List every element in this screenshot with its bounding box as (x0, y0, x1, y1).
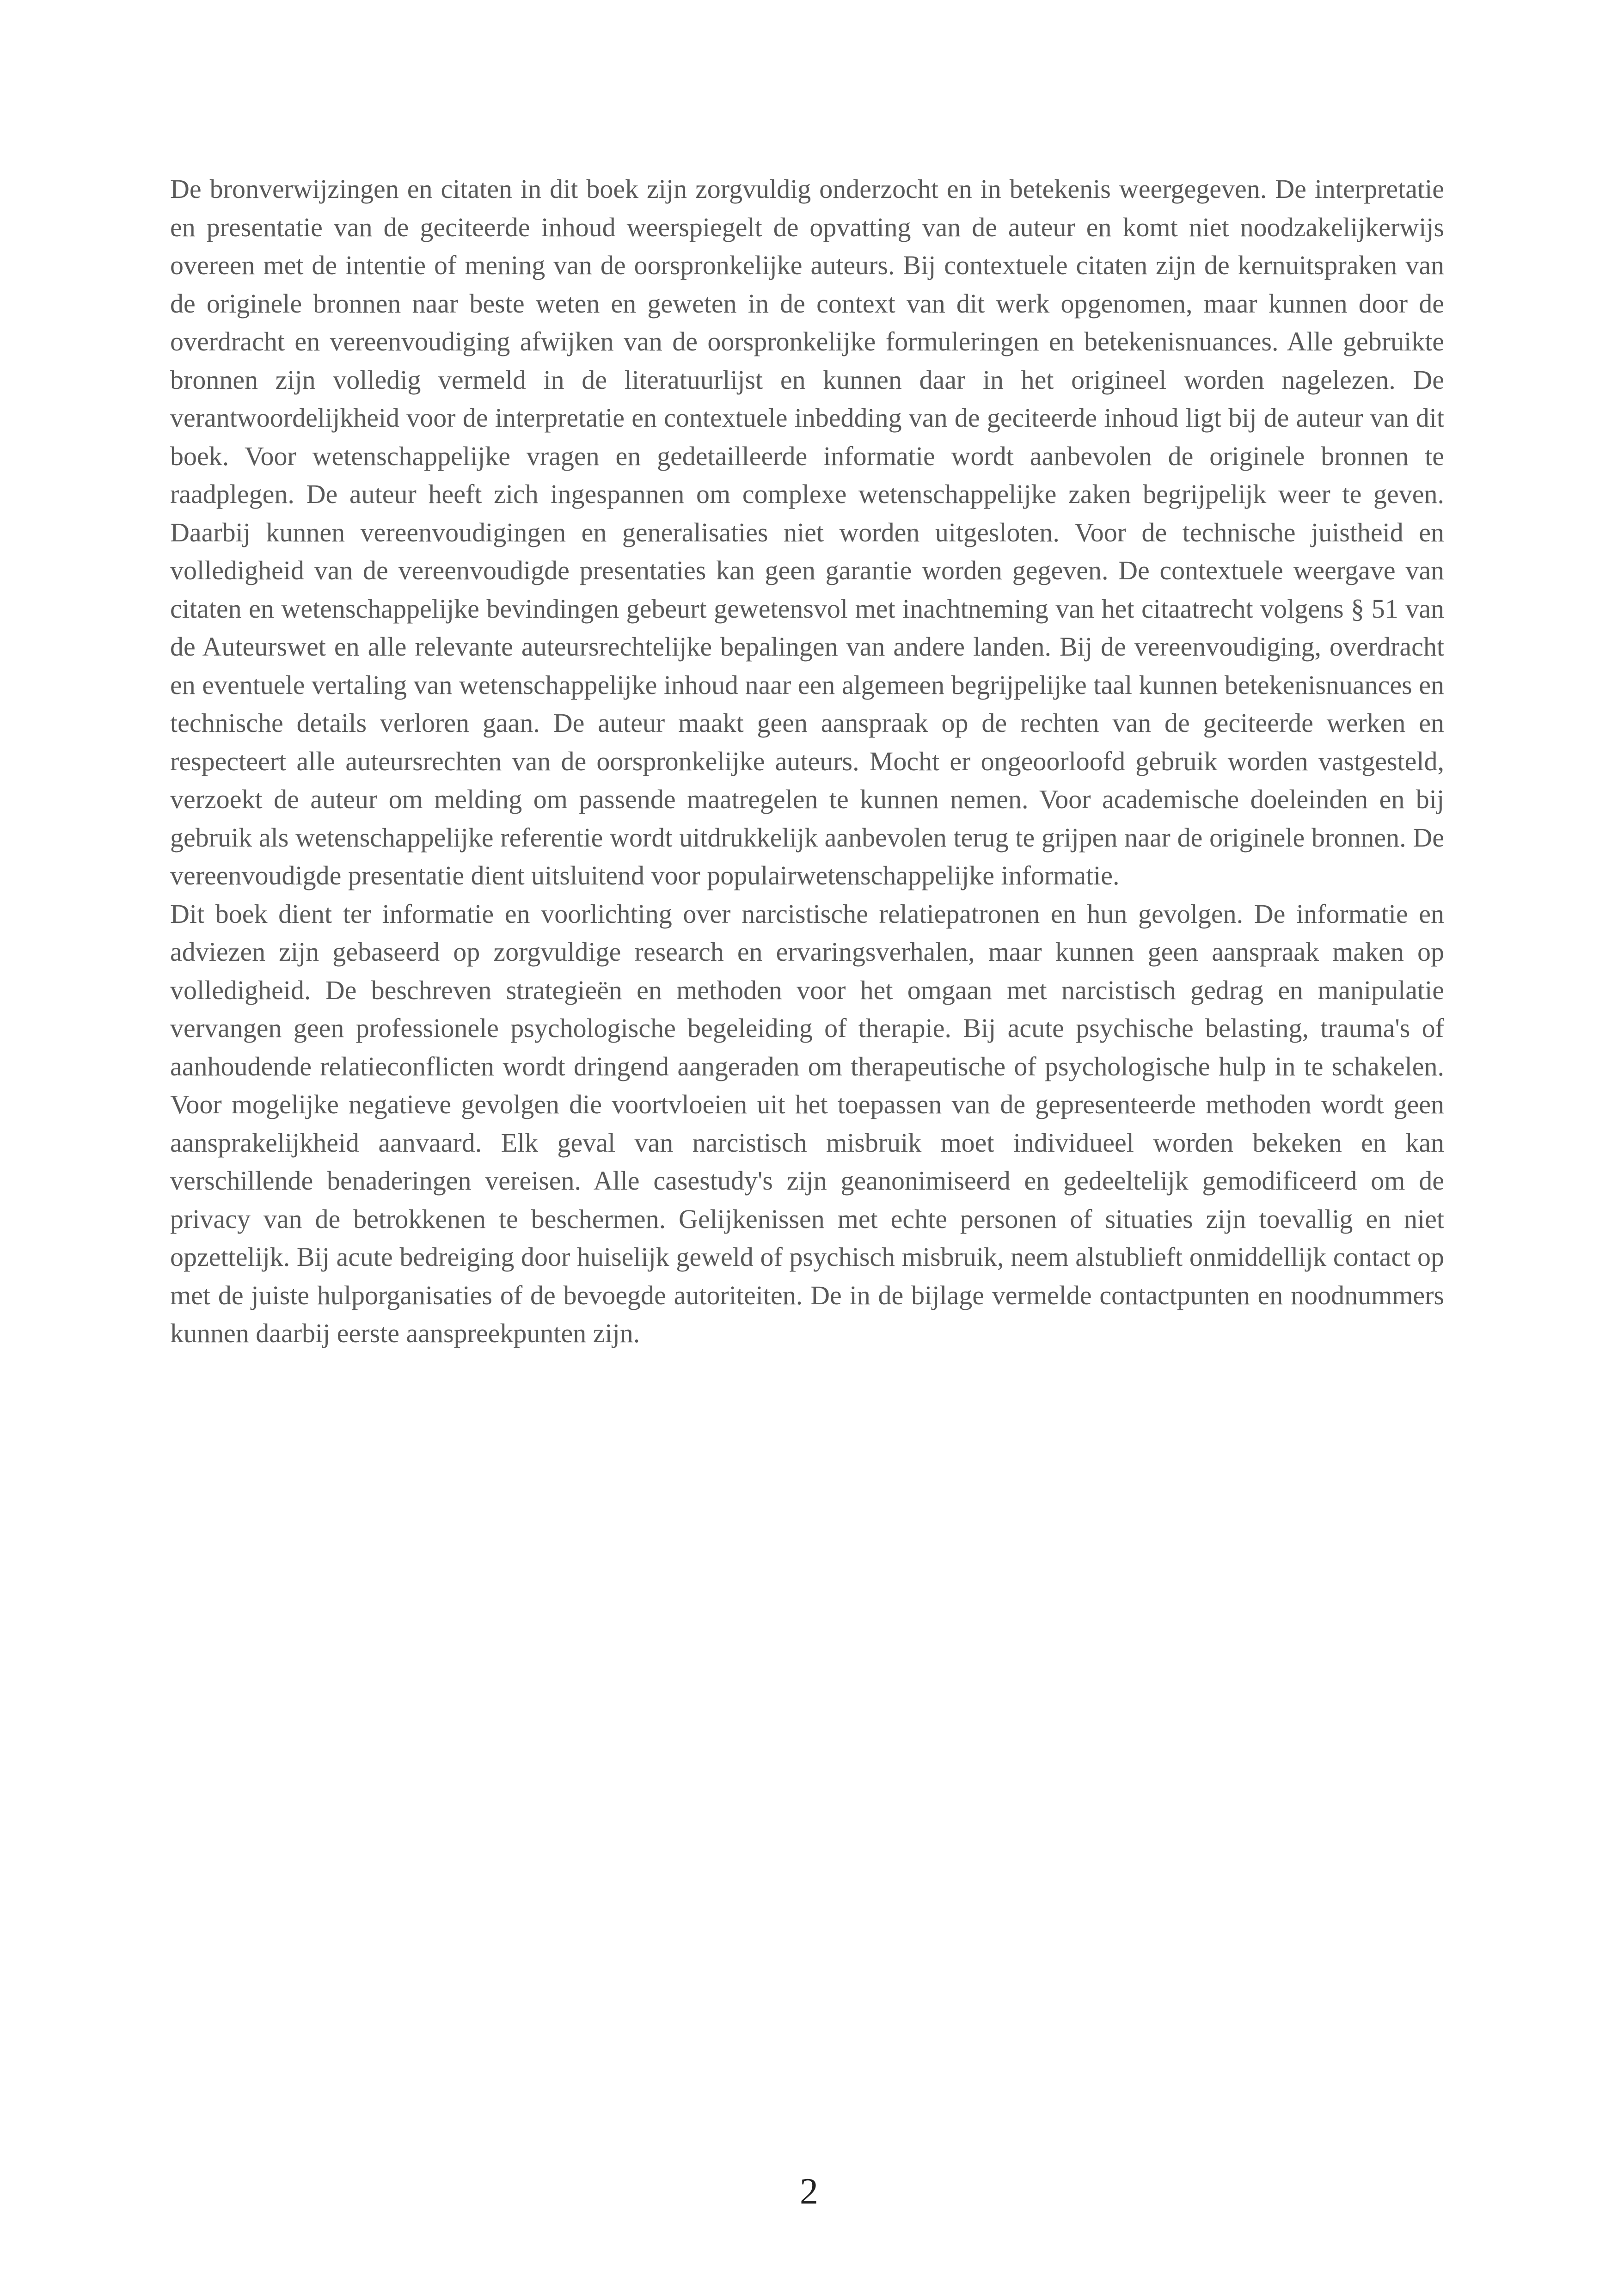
disclaimer-liability-paragraph: Dit boek dient ter informatie en voorlichting over narcistische relatiepatronen en hun gevolgen. De informatie en adviezen zijn gebaseerd op zorgvuldige research en ervaringsverhalen, maar kunnen geen aanspraak maken op volledigheid. De beschreven strategieën en methoden voor het omgaan met narcistisch gedrag en manipulatie vervangen geen professionele psychologische begeleiding of therapie. Bij acute psychische belasting, trauma's of aanhoudende relatieconflicten wordt dringend aangeraden om therapeutische of psychologische hulp in te schakelen. Voor mogelijke negatieve gevolgen die voortvloeien uit het toepassen van de gepresenteerde methoden wordt geen aansprakelijkheid aanvaard. Elk geval van narcistisch misbruik moet individueel worden bekeken en kan verschillende benaderingen vereisen. Alle casestudy's zijn geanonimiseerd en gedeeltelijk gemodificeerd om de privacy van de betrokkenen te beschermen. Gelijkenissen met echte personen of situaties zijn toevallig en niet opzettelijk. Bij acute bedreiging door huiselijk geweld of psychisch misbruik, neem alstublieft onmiddellijk contact op met de juiste hulporganisaties of de bevoegde autoriteiten. De in de bijlage vermelde contactpunten en noodnummers kunnen daarbij eerste aanspreekpunten zijn. (170, 898, 1444, 1348)
page-number: 2 (800, 2171, 818, 2212)
body-text (170, 170, 1444, 1353)
disclaimer-sources-paragraph: De bronverwijzingen en citaten in dit boek zijn zorgvuldig onderzocht en in betekenis weergegeven. De interpretatie en presentatie van de geciteerde inhoud weerspiegelt de opvatting van de auteur en komt niet noodzakelijkerwijs overeen met de intentie of mening van de oorspronkelijke auteurs. Bij contextuele citaten zijn de kernuitspraken van de originele bronnen naar beste weten en geweten in de context van dit werk opgenomen, maar kunnen door de overdracht en vereenvoudiging afwijken van de oorspronkelijke formuleringen en betekenisnuances. Alle gebruikte bronnen zijn volledig vermeld in de literatuurlijst en kunnen daar in het origineel worden nagelezen. De verantwoordelijkheid voor de interpretatie en contextuele inbedding van de geciteerde inhoud ligt bij de auteur van dit boek. Voor wetenschappelijke vragen en gedetailleerde informatie wordt aanbevolen de originele bronnen te raadplegen. De auteur heeft zich ingespannen om complexe wetenschappelijke zaken begrijpelijk weer te geven. Daarbij kunnen vereenvoudigingen en generalisaties niet worden uitgesloten. Voor de technische juistheid en volledigheid van de vereenvoudigde presentaties kan geen garantie worden gegeven. De contextuele weergave van citaten en wetenschappelijke bevindingen gebeurt gewetensvol met inachtneming van het citaatrecht volgens § 51 van de Auteurswet en alle relevante auteursrechtelijke bepalingen van andere landen. Bij de vereenvoudiging, overdracht en eventuele vertaling van wetenschappelijke inhoud naar een algemeen begrijpelijke taal kunnen betekenisnuances en technische details verloren gaan. De auteur maakt geen aanspraak op de rechten van de geciteerde werken en respecteert alle auteursrechten van de oorspronkelijke auteurs. Mocht er ongeoorloofd gebruik worden vastgesteld, verzoekt de auteur om melding om passende maatregelen te kunnen nemen. Voor academische doeleinden en bij gebruik als wetenschappelijke referentie wordt uitdrukkelijk aanbevolen terug te grijpen naar de originele bronnen. De vereenvoudigde presentatie dient uitsluitend voor populairwetenschappelijke informatie. (170, 174, 1444, 890)
